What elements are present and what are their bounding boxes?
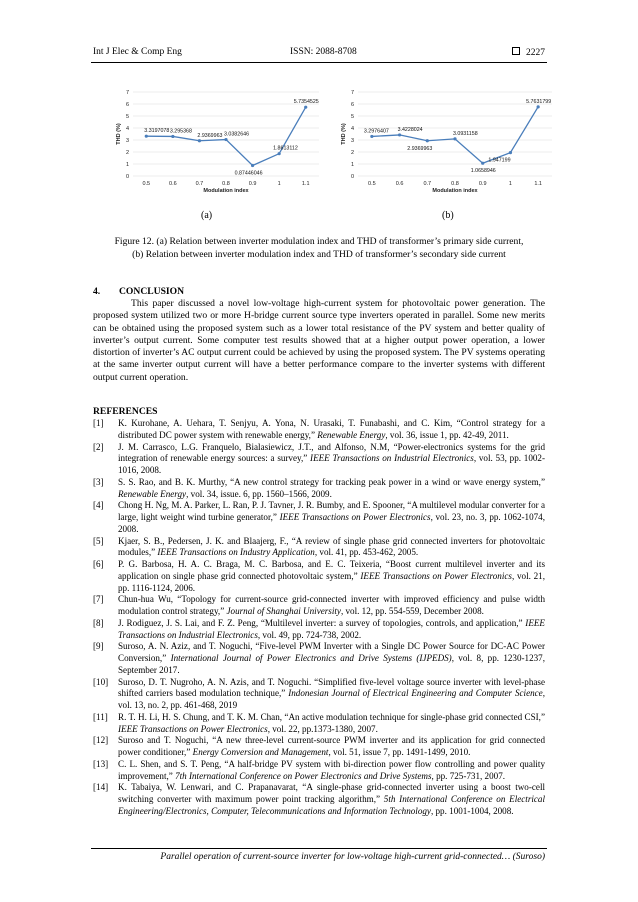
x-tick-label: 0.8 [451, 181, 459, 187]
reference-item [93, 477, 545, 501]
journal-name: Int J Elec & Comp Eng [93, 47, 182, 57]
section-number: 4. [93, 286, 101, 297]
data-point [481, 162, 484, 165]
reference-text: S. S. Rao, and B. K. Murthy, “A new control strategy for tracking peak power in a wind or wave energy system,” [118, 476, 545, 487]
y-tick-label: 5 [350, 114, 354, 120]
reference-number: [13] [93, 758, 109, 769]
x-axis-label: Modulation index [432, 188, 478, 194]
y-tick-label: 2 [125, 150, 129, 156]
data-point [251, 164, 254, 167]
reference-details: , vol. 49, pp. 724-738, 2002. [257, 629, 362, 640]
reference-item [93, 618, 545, 642]
reference-item [93, 418, 545, 442]
reference-item [93, 759, 545, 783]
reference-details: , vol. 21, pp. 1116-1124, 2006. [118, 570, 545, 593]
data-point [145, 135, 148, 138]
reference-item [93, 559, 545, 594]
reference-text: R. T. H. Li, H. S. Chung, and T. K. M. Chan, “An active modulation technique for single-phase grid connected CSI,” [118, 711, 545, 722]
y-tick-label: 7 [125, 90, 129, 96]
reference-item [93, 782, 545, 817]
reference-text: J. M. Carrasco, L.G. Franquelo, Bialasiewicz, J.T., and Alfonso, N.M, “Power-electronics systems for the grid integration of renewable energy sources: a survey,” [118, 441, 545, 464]
x-tick-label: 1.1 [534, 181, 542, 187]
reference-venue: Indonesian Journal of Electrical Engineering and Computer Science [288, 688, 543, 699]
section-title: CONCLUSION [119, 286, 185, 297]
x-tick-label: 0.8 [222, 181, 230, 187]
header-rule [91, 62, 547, 63]
x-tick-label: 1 [277, 181, 281, 187]
reference-venue: Journal of Shanghai University [226, 606, 341, 616]
x-tick-label: 0.5 [142, 181, 151, 187]
y-axis-label: THD (%) [116, 123, 122, 145]
data-label: 3.2976407 [363, 128, 389, 135]
data-label: 3.0382646 [224, 131, 250, 138]
data-point [198, 139, 201, 142]
x-tick-label: 0.9 [248, 181, 257, 187]
conclusion-paragraph: This paper discussed a novel low-voltage high-current system for photovoltaic power generation. The proposed system utilized two or more H-bridge current source type inverters operated in parallel. Some new merits can be obtained using the proposed system such as a lower total resistance of the PV system and better quality of inverter’s output current. Some computer test results showed that at a higher output power operation, a lower distortion of inverter’s AC output current could be achieved by using the proposed system. The PV systems operating at the same inverter output current will have a better performance compare to the inverter systems with different output current operation. [93, 298, 545, 383]
data-label: 5.7354525 [293, 99, 319, 106]
reference-number: [10] [93, 676, 109, 687]
data-label: 1.0658946 [470, 168, 496, 175]
reference-text: Suroso, D. T. Nugroho, A. N. Azis, and T. Noguchi. “Simplified five-level voltage source inverter with level-phase shifted carriers based modulation technique,” [118, 676, 545, 699]
reference-number: [14] [93, 782, 109, 793]
reference-number: [9] [93, 641, 104, 652]
reference-text: K. Kurohane, A. Uehara, T. Senjyu, A. Yona, N. Urasaki, T. Funabashi, and C. Kim, “Control strategy for a distributed DC power system with renewable energy,” [118, 418, 545, 440]
reference-number: [5] [93, 535, 104, 546]
reference-venue: Renewable Energy [118, 488, 187, 499]
reference-venue: Energy Conversion and Management [192, 747, 329, 757]
reference-details: , vol. 41, pp. 453-462, 2005. [314, 547, 419, 558]
reference-details: , vol. 23, no. 3, pp. 1062-1074, 2008. [118, 512, 545, 534]
data-label: 2.9369963 [197, 132, 223, 139]
data-point [453, 137, 456, 140]
line-chart [336, 84, 558, 196]
x-tick-label: 1.1 [301, 181, 310, 187]
reference-venue: IEEE Transactions on Power Electronics [118, 723, 268, 734]
x-tick-label: 0.6 [395, 181, 404, 187]
data-label: 1.947199 [488, 157, 511, 164]
x-tick-label: 0.6 [169, 181, 177, 187]
x-tick-label: 1 [508, 181, 512, 187]
y-tick-label: 3 [350, 138, 354, 144]
page-number-block [512, 47, 545, 58]
reference-details: vol. 8, pp. 1230-1237, September 2017. [118, 653, 546, 675]
footer-rule [91, 848, 547, 849]
reference-number: [3] [93, 476, 104, 487]
data-label: 1.8613112 [273, 145, 298, 152]
y-tick-label: 1 [125, 162, 129, 168]
chart-a [113, 84, 323, 196]
y-tick-label: 1 [350, 162, 354, 168]
section-heading [93, 286, 184, 297]
reference-venue: IEEE Transactions on Industrial Electronics [310, 453, 474, 464]
page-header [93, 47, 545, 61]
data-label: 3.295368 [169, 128, 192, 135]
reference-text: Suroso and T. Noguchi, “A new three-level current-source PWM inverter and its application for grid connected power conditioner,” [118, 735, 545, 757]
reference-number: [11] [93, 711, 108, 722]
figure-caption [93, 236, 545, 261]
data-point [537, 105, 540, 108]
data-point [304, 106, 307, 109]
y-tick-label: 4 [350, 126, 354, 132]
reference-item [93, 735, 545, 759]
x-tick-label: 0.9 [478, 181, 487, 187]
reference-details: , vol. 51, issue 7, pp. 1491-1499, 2010. [328, 747, 471, 757]
reference-venue: IEEE Transactions on Industrial Electronics [118, 617, 545, 640]
reference-item [93, 594, 545, 618]
reference-number: [2] [93, 441, 104, 452]
caption-line-2: (b) Relation between inverter modulation index and THD of transformer’s secondary side current [132, 248, 506, 260]
reference-number: [6] [93, 559, 104, 569]
reference-number: [4] [93, 500, 104, 511]
reference-item [93, 536, 545, 560]
reference-item [93, 677, 545, 712]
reference-venue: 5th International Conference on Electrical Engineering/Electronics, Computer, Telecommunications and Information Technology [118, 794, 545, 816]
page-number: 2227 [526, 48, 545, 58]
reference-text: Suroso, A. N. Aziz, and T. Noguchi, “Five-level PWM Inverter with a Single DC Power Source for DC-AC Power Conversion,” [118, 641, 545, 663]
reference-venue: Renewable Energy [317, 429, 386, 440]
reference-text: Kjaer, S. B., Pedersen, J. K. and Blaajerg, F., “A review of single phase grid connected inverters for photovoltaic modules,” [118, 535, 545, 558]
subfigure-label-a: (a) [201, 210, 213, 221]
data-label: 0.87446046 [234, 170, 263, 177]
reference-details: , vol. 34, issue. 6, pp. 1560–1566, 2009. [186, 488, 332, 499]
reference-text: C. L. Shen, and S. T. Peng, “A half-bridge PV system with bi-direction power flow controlling and power quality improvement,” [118, 758, 545, 781]
data-label: 3.0931158 [453, 130, 478, 137]
y-tick-label: 2 [350, 150, 354, 156]
reference-list [93, 418, 545, 818]
y-tick-label: 7 [350, 90, 354, 96]
data-label: 5.7631799 [526, 98, 552, 105]
y-tick-label: 6 [350, 102, 354, 108]
data-point [224, 138, 227, 141]
y-axis-label: THD (%) [341, 123, 347, 145]
reference-venue: 7th International Conference on Power Electronics and Drive Systems [175, 770, 432, 781]
chart-b [336, 84, 558, 196]
reference-number: [8] [93, 617, 104, 628]
reference-venue: IEEE Transactions on Power Electronics [360, 570, 512, 581]
line-chart [113, 84, 323, 196]
data-point [171, 135, 174, 138]
reference-item [93, 712, 545, 736]
reference-details: , vol. 53, pp. 1002-1016, 2008. [118, 453, 545, 475]
reference-text: Chong H. Ng, M. A. Parker, L. Ran, P. J. Tavner, J. R. Bumby, and E. Spooner, “A multilevel modular converter for a large, light weight wind turbine generator,” [118, 500, 545, 522]
reference-details: , pp. 1001-1004, 2008. [430, 805, 514, 816]
data-point [509, 151, 512, 154]
footer-text: Parallel operation of current-source inverter for low-voltage high-current grid-connected… (Suroso) [160, 852, 545, 862]
reference-venue: International Journal of Power Electronics and Drive Systems (IJPEDS), [170, 653, 454, 663]
y-tick-label: 0 [350, 174, 354, 180]
reference-venue: IEEE Transactions on Industry Application [157, 547, 315, 558]
caption-line-1: Figure 12. (a) Relation between inverter modulation index and THD of transformer’s primary side current, [114, 236, 524, 247]
data-label: 3.4228024 [397, 126, 423, 133]
reference-details: , vol. 36, issue 1, pp. 42-49, 2011. [385, 429, 509, 440]
reference-details: , vol. 22, pp.1373-1380, 2007. [267, 723, 378, 734]
data-label: 3.3197078 [144, 128, 170, 135]
data-label: 2.9369963 [407, 145, 433, 152]
data-point [398, 133, 401, 136]
y-tick-label: 5 [125, 114, 129, 120]
data-point [278, 152, 281, 155]
reference-details: , vol. 12, pp. 554-559, December 2008. [340, 606, 484, 616]
references-heading: REFERENCES [93, 406, 158, 417]
y-tick-label: 0 [125, 174, 129, 180]
reference-text: P. G. Barbosa, H. A. C. Braga, M. C. Barbosa, and E. C. Teixeria, “Boost current multilevel inverter and its application on single phase grid connected photovoltaic system,” [118, 559, 545, 581]
y-tick-label: 4 [125, 126, 129, 132]
issn: ISSN: 2088-8708 [290, 47, 357, 57]
y-tick-label: 6 [125, 102, 129, 108]
reference-text: K. Tabaiya, W. Lenwari, and C. Prapanavarat, “A single-phase grid-connected inverter using a boost two-cell switching converter with maximum power point tracking algorithm,” [118, 782, 545, 804]
reference-text: J. Rodiguez, J. S. Lai, and F. Z. Peng, “Multilevel inverter: a survey of topologies, controls, and application,” [118, 617, 526, 628]
reference-venue: IEEE Transactions on Power Electronics [279, 512, 431, 522]
reference-number: [12] [93, 735, 109, 746]
x-tick-label: 0.7 [195, 181, 204, 187]
reference-details: , vol. 13, no. 2, pp. 461-468, 2019 [118, 688, 546, 710]
reference-item [93, 442, 545, 477]
x-tick-label: 0.5 [368, 181, 376, 187]
checkbox-icon [512, 47, 520, 55]
subfigure-label-b: (b) [442, 210, 454, 221]
data-point [370, 135, 373, 138]
reference-item [93, 641, 545, 676]
y-tick-label: 3 [125, 138, 129, 144]
x-axis-label: Modulation index [203, 188, 249, 194]
reference-details: , pp. 725-731, 2007. [431, 770, 506, 781]
data-point [426, 139, 429, 142]
reference-number: [1] [93, 418, 104, 428]
reference-text: Chun-hua Wu, “Topology for current-source grid-connected inverter with improved efficiency and pulse width modulation control strategy,” [118, 594, 545, 616]
reference-item [93, 500, 545, 535]
x-tick-label: 0.7 [423, 181, 432, 187]
reference-number: [7] [93, 594, 104, 605]
